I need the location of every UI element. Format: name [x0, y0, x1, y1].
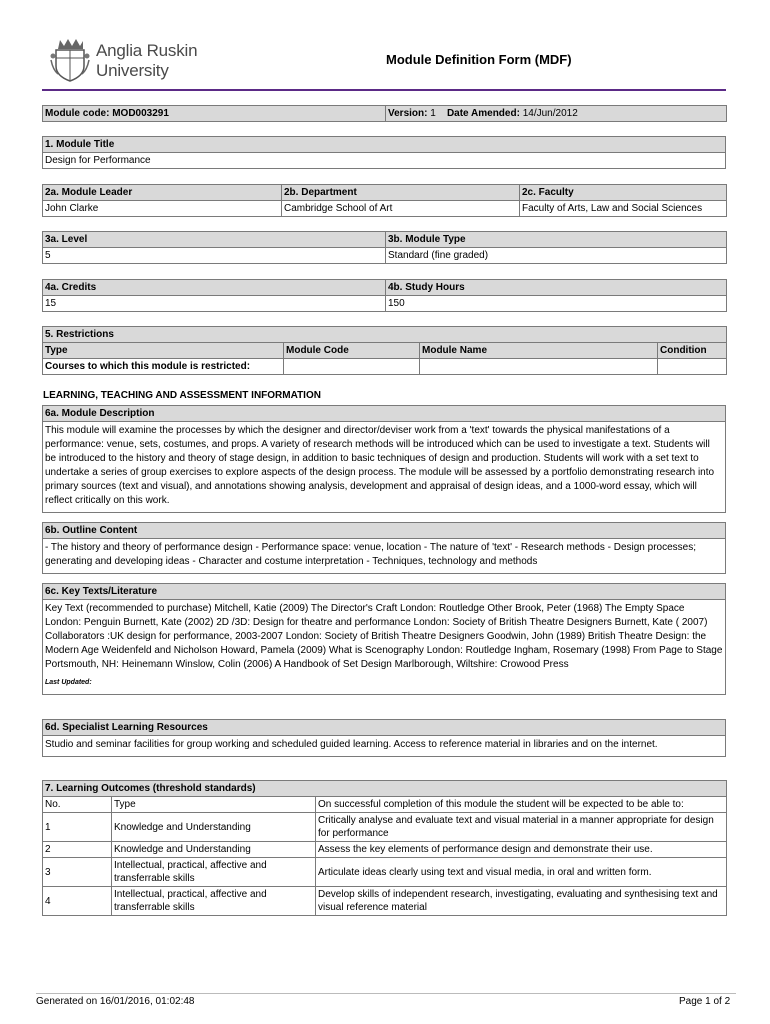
restrictions-col-condition: Condition [658, 343, 727, 359]
form-title: Module Definition Form (MDF) [386, 52, 572, 67]
module-leader-value: John Clarke [43, 201, 282, 217]
restrictions-col-code: Module Code [284, 343, 420, 359]
study-hours-label: 4b. Study Hours [386, 280, 727, 296]
study-hours-value: 150 [386, 296, 727, 312]
faculty-value: Faculty of Arts, Law and Social Sciences [520, 201, 727, 217]
last-updated-label: Last Updated: [45, 679, 92, 686]
module-type-label: 3b. Module Type [386, 232, 727, 248]
table-row [43, 858, 727, 887]
key-texts-heading: 6c. Key Texts/Literature [43, 584, 726, 600]
version-label: Version: [388, 108, 428, 119]
module-title-value: Design for Performance [43, 153, 726, 169]
department-value: Cambridge School of Art [282, 201, 520, 217]
learning-resources-heading: 6d. Specialist Learning Resources [43, 720, 726, 736]
outcome-no: 2 [43, 842, 112, 858]
institution-name-line1: Anglia Ruskin [96, 41, 198, 60]
restricted-courses-label: Courses to which this module is restricted: [43, 359, 284, 375]
credits-value: 15 [43, 296, 386, 312]
date-amended-value: 14/Jun/2012 [522, 108, 578, 119]
version-date-cell [386, 106, 727, 122]
crest-icon [50, 36, 90, 82]
outcome-no: 1 [43, 813, 112, 842]
outcomes-col-type: Type [112, 797, 316, 813]
module-description-table [42, 405, 726, 513]
module-description-text: This module will examine the processes by which the designer and director/deviser work from a 'text' towards the physical manifestations of a performance: venue, sets, costumes, and props. A variety of research methods will be introduced which can be used to investigate a text. Students will be introduced to the history and theory of stage design, in addition to basic techniques of design and production. Students will work with a set text to undertake a series of group exercises to explore aspects of the design process. The module will be assessed by a portfolio demonstrating research into primary sources (text and visual), and annotations showing analysis, development and appraisal of design ideas, and a 1000-word essay, which will reflect critically on this work. [43, 422, 726, 513]
outcome-type: Knowledge and Understanding [112, 813, 316, 842]
restrictions-col-type: Type [43, 343, 284, 359]
outcome-type: Intellectual, practical, affective and transferrable skills [112, 858, 316, 887]
outline-content-text: - The history and theory of performance design - Performance space: venue, location - The nature of 'text' - Research methods - Design processes; generating and developing ideas - Character and costume interpretation - Techniques, technology and methods [43, 539, 726, 574]
outcome-no: 4 [43, 887, 112, 916]
outcomes-col-intro: On successful completion of this module the student will be expected to be able to: [316, 797, 727, 813]
generated-timestamp: Generated on 16/01/2016, 01:02:48 [36, 996, 195, 1007]
table-row [43, 842, 727, 858]
outcome-type: Knowledge and Understanding [112, 842, 316, 858]
outcome-text: Critically analyse and evaluate text and visual material in a manner appropriate for design for performance [316, 813, 727, 842]
outcome-text: Assess the key elements of performance design and demonstrate their use. [316, 842, 727, 858]
module-code-table [42, 105, 727, 122]
module-code: Module code: MOD003291 [43, 106, 386, 122]
university-logo [50, 36, 210, 86]
table-row [43, 887, 727, 916]
learning-resources-table [42, 719, 726, 757]
learning-resources-text: Studio and seminar facilities for group working and scheduled guided learning. Access to reference material in libraries and on the internet. [43, 736, 726, 757]
version-value: 1 [430, 108, 436, 119]
outline-content-heading: 6b. Outline Content [43, 523, 726, 539]
leader-department-table [42, 184, 727, 217]
module-leader-label: 2a. Module Leader [43, 185, 282, 201]
outcome-no: 3 [43, 858, 112, 887]
institution-name-line2: University [96, 61, 169, 80]
outline-content-table [42, 522, 726, 574]
level-value: 5 [43, 248, 386, 264]
table-row [43, 813, 727, 842]
credits-hours-table [42, 279, 727, 312]
department-label: 2b. Department [282, 185, 520, 201]
restrictions-heading: 5. Restrictions [43, 327, 727, 343]
module-title-heading: 1. Module Title [43, 137, 726, 153]
outcome-text: Develop skills of independent research, investigating, evaluating and synthesising text and visual reference material [316, 887, 727, 916]
module-description-heading: 6a. Module Description [43, 406, 726, 422]
ltai-heading: LEARNING, TEACHING AND ASSESSMENT INFORMATION [43, 390, 321, 401]
header-divider [42, 89, 726, 91]
outcome-text: Articulate ideas clearly using text and visual media, in oral and written form. [316, 858, 727, 887]
footer-divider [36, 993, 736, 994]
module-type-value: Standard (fine graded) [386, 248, 727, 264]
date-amended-label: Date Amended: [446, 108, 520, 119]
learning-outcomes-heading: 7. Learning Outcomes (threshold standards) [43, 781, 727, 797]
outcomes-col-no: No. [43, 797, 112, 813]
faculty-label: 2c. Faculty [520, 185, 727, 201]
key-texts-table [42, 583, 726, 695]
outcome-type: Intellectual, practical, affective and transferrable skills [112, 887, 316, 916]
key-texts-cell [43, 600, 726, 695]
learning-outcomes-table [42, 780, 727, 916]
restrictions-col-name: Module Name [420, 343, 658, 359]
credits-label: 4a. Credits [43, 280, 386, 296]
restrictions-table [42, 326, 727, 375]
page-number: Page 1 of 2 [679, 996, 731, 1007]
module-title-table [42, 136, 726, 169]
level-label: 3a. Level [43, 232, 386, 248]
key-texts-text: Key Text (recommended to purchase) Mitchell, Katie (2009) The Director's Craft London: Routledge Other Brook, Peter (1968) The Empty Space London: Penguin Burnett, Kate (2002) 2D /3D: Design for theatre and performance London: Society of British Theatre Designers Burnett, Kate ( 2007) Collaborators :UK design for performance, 2003-2007 London: Society of British Theatre Designers Goodwin, John (1989) British Theatre Design: the Modern Age Weidenfeld and Nicholson Howard, Pamela (2009) What is Scenography London: Routledge Ingham, Rosemary (1998) From Page to Stage Portsmouth, NH: Heinemann Winslow, Colin (2006) A Handbook of Set Design Marlborough, Wiltshire: Crowood Press [45, 603, 723, 670]
level-type-table [42, 231, 727, 264]
